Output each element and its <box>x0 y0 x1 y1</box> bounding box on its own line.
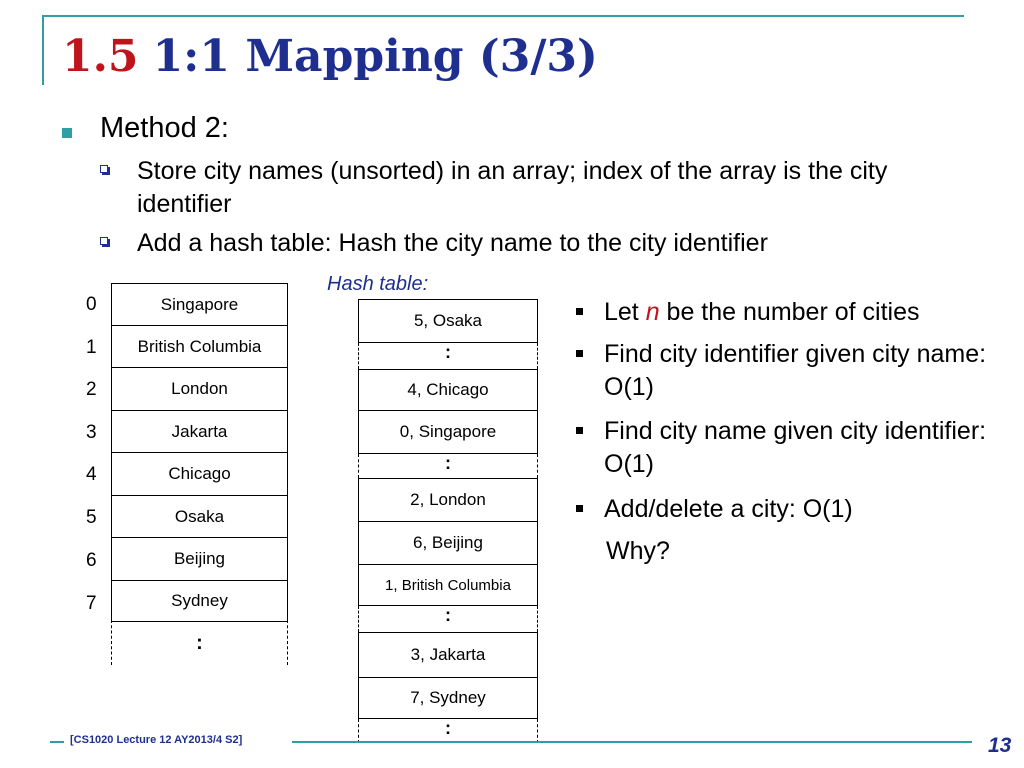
square-bullet-icon <box>576 505 583 512</box>
sub-bullet-text: Store city names (unsorted) in an array; index of the array is the city identifier <box>137 157 888 218</box>
array-cell: London <box>111 367 288 411</box>
section-number: 1.5 <box>62 31 139 82</box>
hash-gap: : <box>358 719 538 743</box>
array-index: 0 <box>86 294 97 315</box>
complexity-text: Add/delete a city: O(1) <box>604 495 853 523</box>
hash-entry: 2, London <box>358 478 538 522</box>
hash-entry: 6, Beijing <box>358 521 538 565</box>
array-cell: Sydney <box>111 580 288 622</box>
why-question: Why? <box>606 537 670 565</box>
hash-gap: : <box>358 454 538 478</box>
hash-gap: : <box>358 606 538 632</box>
footer-course: [CS1020 Lecture 12 AY2013/4 S2] <box>70 734 243 746</box>
square-bullet-icon <box>576 427 583 434</box>
text-segment: Let <box>604 298 646 326</box>
text-segment: be the number of cities <box>659 298 920 326</box>
array-index: 4 <box>86 464 97 485</box>
hollow-square-bullet-icon <box>100 165 108 173</box>
slide-title <box>62 32 598 83</box>
hash-entry: 1, British Columbia <box>358 564 538 606</box>
array-index: 6 <box>86 550 97 571</box>
array-cell: Beijing <box>111 537 288 581</box>
page-number: 13 <box>988 734 1012 757</box>
array-cell: Osaka <box>111 495 288 538</box>
square-bullet-icon <box>576 350 583 357</box>
array-index: 1 <box>86 337 97 358</box>
footer-line <box>292 741 972 743</box>
left-border-line <box>42 15 44 85</box>
variable-n: n <box>645 298 660 326</box>
sub-bullet-text: Add a hash table: Hash the city name to the city identifier <box>137 229 768 257</box>
top-border-line <box>42 15 964 17</box>
complexity-text: Find city identifier given city name: O(1) <box>604 340 987 401</box>
hash-gap: : <box>358 343 538 369</box>
footer-line <box>50 741 64 743</box>
array-index: 7 <box>86 593 97 614</box>
array-cell: British Columbia <box>111 325 288 368</box>
square-bullet-icon <box>576 308 583 315</box>
method-label: Method 2: <box>100 112 229 144</box>
hash-table-label: Hash table: <box>327 273 429 295</box>
array-cell: Chicago <box>111 452 288 496</box>
square-bullet-icon <box>62 128 72 138</box>
array-continuation-dots: : <box>196 632 203 654</box>
array-index: 2 <box>86 379 97 400</box>
complexity-text: Find city name given city identifier: O(1) <box>604 417 987 478</box>
array-cell: Jakarta <box>111 410 288 453</box>
array-cell: Singapore <box>111 283 288 326</box>
array-index: 5 <box>86 507 97 528</box>
hash-entry: 3, Jakarta <box>358 632 538 678</box>
hash-entry: 0, Singapore <box>358 410 538 454</box>
hash-entry: 4, Chicago <box>358 369 538 411</box>
title-text: 1:1 Mapping (3/3) <box>152 31 598 82</box>
hollow-square-bullet-icon <box>100 237 108 245</box>
array-index: 3 <box>86 422 97 443</box>
hash-entry: 5, Osaka <box>358 299 538 343</box>
hash-entry: 7, Sydney <box>358 677 538 719</box>
